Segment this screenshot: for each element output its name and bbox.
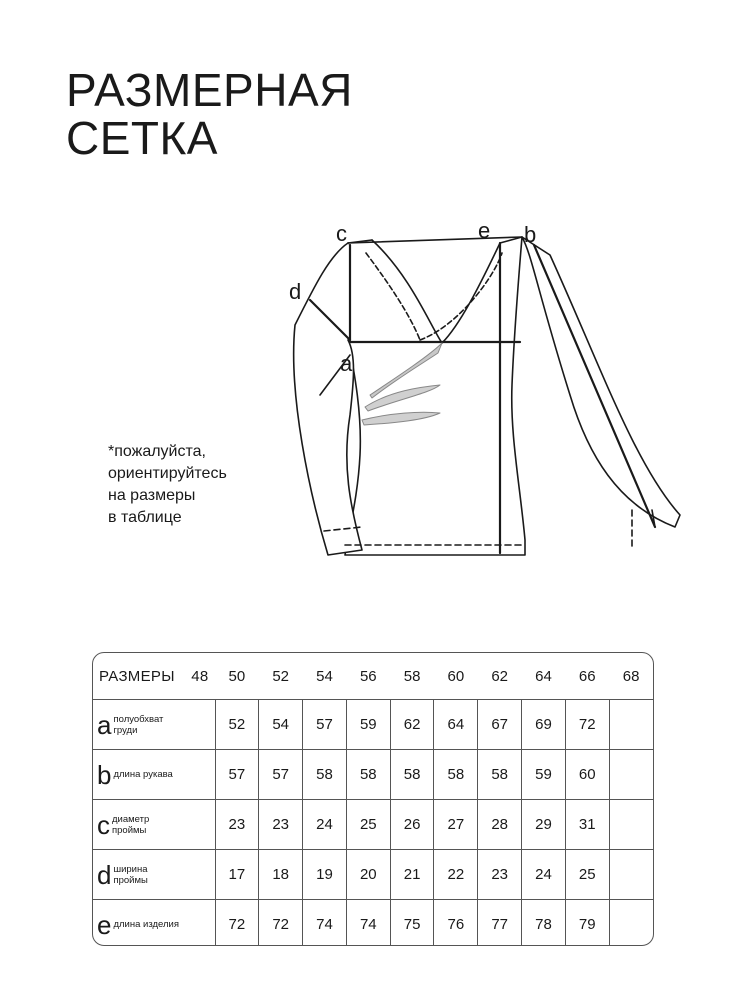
table-cell: 20	[346, 850, 390, 900]
size-note-line-2: ориентируйтесь	[108, 465, 227, 482]
table-cell: 22	[434, 850, 478, 900]
size-header-label: РАЗМЕРЫ 48	[99, 667, 209, 685]
label-e: e	[478, 218, 491, 243]
size-note-line-4: в таблице	[108, 509, 182, 526]
size-header-cell: 60	[447, 667, 465, 685]
row-description: ширина проймы	[113, 863, 148, 886]
garment-drawing	[270, 215, 690, 565]
size-header-cell: 50	[228, 667, 246, 685]
table-cell: 64	[434, 700, 478, 750]
row-letter: a	[97, 709, 112, 740]
table-cell	[609, 750, 653, 800]
table-cell: 18	[259, 850, 303, 900]
table-cell: 77	[478, 900, 522, 947]
right-sleeve	[522, 237, 680, 527]
size-header-cell: 62	[491, 667, 509, 685]
row-description: полуобхват груди	[113, 713, 164, 736]
size-note	[108, 441, 227, 529]
size-header-cell: 52	[272, 667, 290, 685]
size-header-cell: 68	[622, 667, 640, 685]
size-header-cell: 54	[316, 667, 333, 685]
table-cell: 59	[346, 700, 390, 750]
garment-diagram	[270, 215, 690, 565]
table-cell: 58	[390, 750, 434, 800]
row-description: длина изделия	[113, 919, 179, 930]
table-cell: 17	[215, 850, 259, 900]
label-c: c	[336, 221, 347, 246]
table-cell: 57	[303, 700, 347, 750]
row-label	[93, 900, 215, 947]
table-cell: 54	[259, 700, 303, 750]
row-letter: d	[97, 859, 112, 890]
table-cell: 75	[390, 900, 434, 947]
table-cell: 52	[215, 700, 259, 750]
table-cell: 26	[390, 800, 434, 850]
table-row	[93, 800, 653, 850]
table-cell: 76	[434, 900, 478, 947]
table-cell	[609, 850, 653, 900]
table-cell: 31	[565, 800, 609, 850]
table-cell: 58	[434, 750, 478, 800]
row-description: длина рукава	[113, 769, 173, 780]
table-cell: 23	[215, 800, 259, 850]
label-b: b	[524, 222, 537, 247]
table-cell: 69	[522, 700, 566, 750]
table-cell: 23	[478, 850, 522, 900]
size-header-cell: 66	[578, 667, 596, 685]
table-cell: 25	[565, 850, 609, 900]
table-cell: 79	[565, 900, 609, 947]
garment-body	[338, 237, 525, 555]
size-header-row	[93, 653, 653, 700]
table-cell: 72	[259, 900, 303, 947]
row-letter: b	[97, 759, 112, 790]
table-cell: 58	[346, 750, 390, 800]
table-cell: 24	[303, 800, 347, 850]
table-cell: 25	[346, 800, 390, 850]
table-cell: 62	[390, 700, 434, 750]
table-cell: 58	[478, 750, 522, 800]
size-grid	[93, 653, 653, 946]
table-cell: 72	[215, 900, 259, 947]
row-label	[93, 750, 215, 800]
table-cell: 58	[303, 750, 347, 800]
table-cell: 59	[522, 750, 566, 800]
table-cell: 74	[303, 900, 347, 947]
label-d: d	[289, 279, 302, 304]
size-note-line-1: *пожалуйста,	[108, 443, 206, 460]
row-letter: c	[97, 809, 110, 840]
table-row	[93, 700, 653, 750]
table-cell: 78	[522, 900, 566, 947]
row-letter: e	[97, 909, 112, 940]
row-label	[93, 850, 215, 900]
size-header-cell: 64	[535, 667, 552, 685]
table-cell: 24	[522, 850, 566, 900]
table-cell: 67	[478, 700, 522, 750]
table-cell: 72	[565, 700, 609, 750]
table-cell: 57	[215, 750, 259, 800]
table-cell: 21	[390, 850, 434, 900]
table-row	[93, 900, 653, 947]
size-header-cell: 56	[359, 667, 377, 685]
size-table	[92, 652, 654, 946]
table-row	[93, 750, 653, 800]
page-title-line-1: РАЗМЕРНАЯ	[66, 64, 353, 116]
table-cell: 74	[346, 900, 390, 947]
table-cell: 60	[565, 750, 609, 800]
table-cell	[609, 900, 653, 947]
row-label	[93, 800, 215, 850]
table-cell: 29	[522, 800, 566, 850]
label-a: a	[340, 351, 353, 376]
table-cell: 19	[303, 850, 347, 900]
row-label	[93, 700, 215, 750]
table-cell: 23	[259, 800, 303, 850]
page-title-line-2: СЕТКА	[66, 112, 218, 164]
page-title	[66, 66, 353, 162]
table-cell	[609, 800, 653, 850]
table-cell: 28	[478, 800, 522, 850]
table-row	[93, 850, 653, 900]
row-description: диаметр проймы	[112, 813, 150, 836]
size-note-line-3: на размеры	[108, 487, 196, 504]
table-cell: 57	[259, 750, 303, 800]
size-header-cell: 58	[403, 667, 421, 685]
table-cell: 27	[434, 800, 478, 850]
size-header-first: 48	[191, 667, 209, 685]
table-cell	[609, 700, 653, 750]
